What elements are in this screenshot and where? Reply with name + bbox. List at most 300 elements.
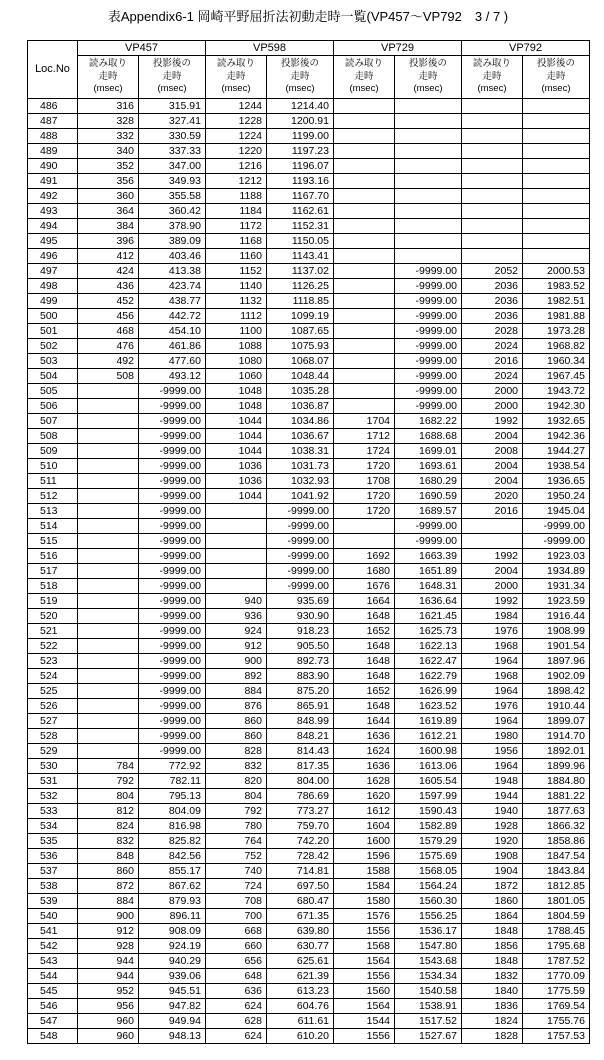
vp598-read-time-cell: 1224	[206, 129, 267, 144]
vp598-read-time-cell	[206, 579, 267, 594]
vp457-read-time-cell: 884	[78, 894, 139, 909]
vp729-read-time-cell: 1544	[334, 1014, 395, 1029]
vp457-read-time-cell: 364	[78, 204, 139, 219]
vp729-read-time-cell: 1556	[334, 1029, 395, 1044]
vp598-read-time-cell: 636	[206, 984, 267, 999]
vp598-read-time-cell: 752	[206, 849, 267, 864]
table-row	[28, 759, 590, 774]
vp457-projected-time-cell: 855.17	[139, 864, 206, 879]
vp457-projected-time-cell: 378.90	[139, 219, 206, 234]
table-row	[28, 459, 590, 474]
vp457-projected-time-cell: 940.29	[139, 954, 206, 969]
vp729-projected-time-cell	[395, 204, 462, 219]
vp729-projected-time-cell	[395, 114, 462, 129]
vp598-read-time-cell: 1152	[206, 264, 267, 279]
vp792-read-time-cell	[462, 519, 523, 534]
vp457-projected-time-cell: 896.11	[139, 909, 206, 924]
loc-no-cell: 542	[28, 939, 78, 954]
vp792-read-time-cell: 1964	[462, 714, 523, 729]
vp598-read-time-cell: 884	[206, 684, 267, 699]
vp729-read-time-cell	[334, 279, 395, 294]
vp729-read-time-cell: 1720	[334, 459, 395, 474]
vp598-projected-time-cell: 1126.25	[267, 279, 334, 294]
loc-no-cell: 544	[28, 969, 78, 984]
vp598-projected-time-cell: 1036.87	[267, 399, 334, 414]
vp792-read-time-cell: 1980	[462, 729, 523, 744]
vp792-projected-time-cell: 1908.99	[523, 624, 590, 639]
table-row	[28, 279, 590, 294]
table-row	[28, 489, 590, 504]
vp598-read-time-cell: 1044	[206, 414, 267, 429]
vp792-projected-time-cell: 1983.52	[523, 279, 590, 294]
table-row	[28, 924, 590, 939]
table-row	[28, 879, 590, 894]
vp729-projected-time-cell: 1690.59	[395, 489, 462, 504]
table-row	[28, 114, 590, 129]
vp792-read-time-cell: 2036	[462, 279, 523, 294]
vp598-read-time-cell: 1168	[206, 234, 267, 249]
vp729-projected-time-cell: 1663.39	[395, 549, 462, 564]
table-row	[28, 159, 590, 174]
vp792-read-time-cell: 1904	[462, 864, 523, 879]
table-row	[28, 429, 590, 444]
header-line: 投影後の	[408, 58, 447, 70]
vp457-read-time-cell	[78, 744, 139, 759]
vp792-read-time-cell: 2028	[462, 324, 523, 339]
vp792-read-time-cell: 2024	[462, 369, 523, 384]
vp729-projected-time-cell: 1689.57	[395, 504, 462, 519]
vp457-projected-time-cell: -9999.00	[139, 399, 206, 414]
vp792-projected-time-cell: 1934.89	[523, 564, 590, 579]
vp457-read-time-cell: 960	[78, 1014, 139, 1029]
vp729-projected-time-cell: 1651.89	[395, 564, 462, 579]
vp457-projected-time-cell: -9999.00	[139, 534, 206, 549]
vp457-projected-time-cell: -9999.00	[139, 579, 206, 594]
vp598-projected-time-cell: 1150.05	[267, 234, 334, 249]
vp729-projected-time-cell: -9999.00	[395, 264, 462, 279]
loc-no-cell: 493	[28, 204, 78, 219]
vp729-projected-time-cell: -9999.00	[395, 399, 462, 414]
vp792-read-time-cell: 1872	[462, 879, 523, 894]
vp457-read-time-cell: 872	[78, 879, 139, 894]
vp598-read-time-cell: 804	[206, 789, 267, 804]
vp792-read-time-cell: 1956	[462, 744, 523, 759]
vp457-read-time-cell	[78, 444, 139, 459]
vp729-read-time-cell: 1576	[334, 909, 395, 924]
vp729-read-time-cell: 1556	[334, 969, 395, 984]
table-row	[28, 204, 590, 219]
vp729-read-time-cell	[334, 294, 395, 309]
vp729-projected-time-cell	[395, 219, 462, 234]
vp598-projected-time-cell: 613.23	[267, 984, 334, 999]
vp457-projected-time-cell: -9999.00	[139, 639, 206, 654]
vp792-read-time-cell	[462, 189, 523, 204]
vp729-projected-time-cell: 1538.91	[395, 999, 462, 1014]
vp457-projected-time-cell: -9999.00	[139, 699, 206, 714]
vp598-read-time-cell: 1044	[206, 429, 267, 444]
header-line: 走時	[354, 70, 374, 82]
vp792-projected-time-cell: 1858.86	[523, 834, 590, 849]
vp598-projected-time-cell: -9999.00	[267, 549, 334, 564]
vp457-projected-time-cell: 413.38	[139, 264, 206, 279]
vp729-projected-time-cell: 1590.43	[395, 804, 462, 819]
vp457-read-time-cell: 960	[78, 1029, 139, 1044]
vp598-projected-time-cell: 1152.31	[267, 219, 334, 234]
vp598-projected-time-cell: -9999.00	[267, 564, 334, 579]
vp729-projected-time-cell	[395, 174, 462, 189]
vp598-projected-time-cell: 1041.92	[267, 489, 334, 504]
vp457-read-time-cell	[78, 504, 139, 519]
table-row	[28, 534, 590, 549]
vp457-read-time-cell: 860	[78, 864, 139, 879]
vp792-read-time-cell: 2004	[462, 459, 523, 474]
vp729-read-time-cell: 1560	[334, 984, 395, 999]
vp729-projected-time-cell: 1682.22	[395, 414, 462, 429]
vp598-read-time-cell: 832	[206, 759, 267, 774]
vp729-projected-time-cell: 1582.89	[395, 819, 462, 834]
vp792-read-time-cell: 1992	[462, 594, 523, 609]
vp598-read-time-cell: 1220	[206, 144, 267, 159]
vp729-projected-time-cell: 1613.06	[395, 759, 462, 774]
loc-no-cell: 531	[28, 774, 78, 789]
header-line: 走時	[546, 70, 566, 82]
table-row	[28, 369, 590, 384]
vp729-projected-time-cell: -9999.00	[395, 339, 462, 354]
vp598-read-time-cell: 1132	[206, 294, 267, 309]
table-row	[28, 339, 590, 354]
vp729-projected-time-cell: 1648.31	[395, 579, 462, 594]
vp729-read-time-cell: 1648	[334, 639, 395, 654]
vp792-projected-time-cell: 1804.59	[523, 909, 590, 924]
vp457-projected-time-cell: 948.13	[139, 1029, 206, 1044]
vp729-projected-time-cell: 1621.45	[395, 609, 462, 624]
vp457-projected-time-cell: 330.59	[139, 129, 206, 144]
vp729-read-time-cell: 1712	[334, 429, 395, 444]
vp792-projected-time-cell	[523, 204, 590, 219]
vp457-projected-time-cell: -9999.00	[139, 714, 206, 729]
vp792-projected-time-cell: 1943.72	[523, 384, 590, 399]
vp457-projected-time-cell: 461.86	[139, 339, 206, 354]
vp457-read-time-cell	[78, 534, 139, 549]
vp792-projected-time-cell: 1923.03	[523, 549, 590, 564]
vp729-read-time-cell	[334, 519, 395, 534]
vp457-read-time-cell	[78, 714, 139, 729]
vp457-read-time-cell: 792	[78, 774, 139, 789]
vp598-read-time-cell: 860	[206, 714, 267, 729]
loc-no-cell: 509	[28, 444, 78, 459]
vp729-read-time-cell: 1648	[334, 669, 395, 684]
table-row	[28, 639, 590, 654]
vp457-projected-time-cell: -9999.00	[139, 459, 206, 474]
vp598-read-time-cell: 764	[206, 834, 267, 849]
table-row	[28, 954, 590, 969]
vp598-projected-time-cell: 875.20	[267, 684, 334, 699]
vp792-read-time-cell: 1828	[462, 1029, 523, 1044]
loc-no-cell: 500	[28, 309, 78, 324]
vp729-read-time-cell	[334, 534, 395, 549]
vp598-projected-time-cell: 1137.02	[267, 264, 334, 279]
vp792-projected-time-cell	[523, 114, 590, 129]
vp729-read-time-cell: 1680	[334, 564, 395, 579]
vp598-projected-time-cell: 671.35	[267, 909, 334, 924]
vp729-projected-time-cell: 1564.24	[395, 879, 462, 894]
vp729-read-time-cell: 1704	[334, 414, 395, 429]
vp457-read-time-cell: 912	[78, 924, 139, 939]
table-row	[28, 804, 590, 819]
vp729-read-time-cell	[334, 204, 395, 219]
header-line: (msec)	[413, 83, 443, 95]
table-row	[28, 564, 590, 579]
vp598-projected-time-cell: 1200.91	[267, 114, 334, 129]
vp729-read-time-cell	[334, 384, 395, 399]
vp598-read-time-cell: 1228	[206, 114, 267, 129]
vp792-read-time-cell: 1992	[462, 414, 523, 429]
vp729-read-time-cell: 1720	[334, 489, 395, 504]
loc-no-cell: 515	[28, 534, 78, 549]
vp457-projected-time-cell: 403.46	[139, 249, 206, 264]
vp792-header: VP792	[462, 41, 590, 56]
vp729-projected-time-cell: -9999.00	[395, 384, 462, 399]
vp598-read-time-cell: 780	[206, 819, 267, 834]
vp598-projected-time-cell: 625.61	[267, 954, 334, 969]
vp457-read-time-cell: 352	[78, 159, 139, 174]
vp457-read-time-cell	[78, 399, 139, 414]
vp792-projected-time-cell: 1769.54	[523, 999, 590, 1014]
vp457-projected-time-cell: 315.91	[139, 99, 206, 114]
vp792-projected-time-cell: 1938.54	[523, 459, 590, 474]
vp598-read-time-cell: 820	[206, 774, 267, 789]
vp792-read-time-cell: 1864	[462, 909, 523, 924]
vp457-projected-time-cell: -9999.00	[139, 384, 206, 399]
vp598-read-time-cell	[206, 549, 267, 564]
vp792-projected-time-cell: 1931.34	[523, 579, 590, 594]
vp457-read-time-cell: 360	[78, 189, 139, 204]
vp457-projected-time-cell: 804.09	[139, 804, 206, 819]
vp729-projected-time-cell: -9999.00	[395, 369, 462, 384]
vp792-read-time-cell: 1948	[462, 774, 523, 789]
vp598-projected-time-cell: 1143.41	[267, 249, 334, 264]
vp792-read-time-cell: 2024	[462, 339, 523, 354]
vp457-projected-time-cell: -9999.00	[139, 504, 206, 519]
table-row	[28, 414, 590, 429]
table-row	[28, 654, 590, 669]
loc-no-cell: 511	[28, 474, 78, 489]
vp598-read-time-cell: 940	[206, 594, 267, 609]
vp729-projected-time-cell: 1688.68	[395, 429, 462, 444]
vp598-read-time-cell: 700	[206, 909, 267, 924]
vp729-projected-time-cell: 1568.05	[395, 864, 462, 879]
header-line: (msec)	[93, 83, 123, 95]
loc-no-cell: 496	[28, 249, 78, 264]
vp729-projected-time-cell: 1693.61	[395, 459, 462, 474]
vp792-projected-time-cell: 1788.45	[523, 924, 590, 939]
vp792-read-time-cell	[462, 219, 523, 234]
vp457-projected-time-cell: 842.56	[139, 849, 206, 864]
vp792-projected-time-cell: 1942.36	[523, 429, 590, 444]
vp598-read-time-cell: 828	[206, 744, 267, 759]
vp457-projected-time-cell: 924.19	[139, 939, 206, 954]
vp598-read-time-cell: 648	[206, 969, 267, 984]
vp729-read-time-cell	[334, 189, 395, 204]
table-row	[28, 234, 590, 249]
header-line: 走時	[290, 70, 310, 82]
vp457-read-time-cell	[78, 489, 139, 504]
vp457-projected-time-cell: 949.94	[139, 1014, 206, 1029]
table-row	[28, 594, 590, 609]
loc-no-cell: 494	[28, 219, 78, 234]
loc-no-cell: 541	[28, 924, 78, 939]
vp729-read-time-cell: 1580	[334, 894, 395, 909]
loc-no-cell: 489	[28, 144, 78, 159]
vp792-projected-time-cell: 1901.54	[523, 639, 590, 654]
vp729-projected-time-cell: 1579.29	[395, 834, 462, 849]
vp457-projected-time-cell: -9999.00	[139, 669, 206, 684]
vp598-projected-time-cell: -9999.00	[267, 579, 334, 594]
loc-no-cell: 505	[28, 384, 78, 399]
vp792-read-time-cell	[462, 159, 523, 174]
vp457-read-time-cell: 412	[78, 249, 139, 264]
table-row	[28, 189, 590, 204]
vp457-read-time-cell: 384	[78, 219, 139, 234]
table-row	[28, 294, 590, 309]
vp598-projected-time-cell: 1038.31	[267, 444, 334, 459]
vp598-read-time-cell: 792	[206, 804, 267, 819]
loc-no-cell: 487	[28, 114, 78, 129]
vp729-projected-time-cell: 1575.69	[395, 849, 462, 864]
vp729-read-time-cell: 1644	[334, 714, 395, 729]
vp792-read-time-cell	[462, 99, 523, 114]
vp598-projected-time-cell: 1162.61	[267, 204, 334, 219]
loc-no-cell: 498	[28, 279, 78, 294]
vp729-projected-time-cell: -9999.00	[395, 294, 462, 309]
page-title: 表Appendix6-1 岡崎平野屈折法初動走時一覧(VP457～VP792 3 / 7 )	[107, 9, 509, 24]
vp598-projected-time-header	[267, 56, 334, 99]
vp598-read-time-cell: 1036	[206, 459, 267, 474]
table-row	[28, 264, 590, 279]
vp457-read-time-cell: 944	[78, 969, 139, 984]
vp457-projected-time-cell: 360.42	[139, 204, 206, 219]
vp729-projected-time-cell: 1527.67	[395, 1029, 462, 1044]
vp457-read-time-cell	[78, 639, 139, 654]
header-line: (msec)	[349, 83, 379, 95]
table-row	[28, 849, 590, 864]
vp598-read-time-cell: 1244	[206, 99, 267, 114]
vp792-read-time-cell: 2016	[462, 504, 523, 519]
vp792-read-time-cell	[462, 114, 523, 129]
vp792-projected-time-cell	[523, 219, 590, 234]
vp792-read-time-cell	[462, 534, 523, 549]
vp729-projected-time-cell: -9999.00	[395, 354, 462, 369]
vp729-read-time-cell: 1708	[334, 474, 395, 489]
vp729-read-time-cell: 1584	[334, 879, 395, 894]
vp457-projected-time-cell: -9999.00	[139, 444, 206, 459]
vp598-projected-time-cell: 639.80	[267, 924, 334, 939]
vp729-read-time-cell	[334, 219, 395, 234]
vp792-projected-time-cell: 1932.65	[523, 414, 590, 429]
vp792-read-time-cell	[462, 204, 523, 219]
vp729-projected-time-cell: 1680.29	[395, 474, 462, 489]
vp729-projected-time-cell	[395, 144, 462, 159]
vp792-projected-time-cell: 1968.82	[523, 339, 590, 354]
vp792-projected-time-cell: 1755.76	[523, 1014, 590, 1029]
loc-no-cell: 517	[28, 564, 78, 579]
vp729-read-time-cell: 1664	[334, 594, 395, 609]
vp457-read-time-cell: 492	[78, 354, 139, 369]
vp729-projected-time-cell: 1543.68	[395, 954, 462, 969]
vp598-projected-time-cell: 714.81	[267, 864, 334, 879]
vp792-projected-time-cell	[523, 234, 590, 249]
vp598-projected-time-cell: 1214.40	[267, 99, 334, 114]
vp792-read-time-cell: 1968	[462, 669, 523, 684]
vp598-read-time-cell: 1044	[206, 444, 267, 459]
vp598-projected-time-cell: 621.39	[267, 969, 334, 984]
vp457-projected-time-cell: 347.00	[139, 159, 206, 174]
vp792-projected-time-cell: 1950.24	[523, 489, 590, 504]
vp457-projected-time-cell: 795.13	[139, 789, 206, 804]
vp792-read-time-cell: 1824	[462, 1014, 523, 1029]
vp598-read-time-cell: 1080	[206, 354, 267, 369]
vp729-projected-time-cell: 1619.89	[395, 714, 462, 729]
vp792-projected-time-cell: 1812.85	[523, 879, 590, 894]
vp598-read-time-header	[206, 56, 267, 99]
vp598-projected-time-cell: 604.76	[267, 999, 334, 1014]
header-line: 走時	[418, 70, 438, 82]
loc-no-cell: 523	[28, 654, 78, 669]
loc-no-cell: 547	[28, 1014, 78, 1029]
vp792-read-time-cell: 2036	[462, 294, 523, 309]
vp792-projected-time-cell: 1967.45	[523, 369, 590, 384]
table-row	[28, 1029, 590, 1044]
vp457-projected-time-cell: 782.11	[139, 774, 206, 789]
vp792-read-time-cell: 1856	[462, 939, 523, 954]
vp457-projected-time-cell: -9999.00	[139, 489, 206, 504]
vp729-read-time-cell: 1692	[334, 549, 395, 564]
vp598-read-time-cell: 1060	[206, 369, 267, 384]
loc-no-cell: 546	[28, 999, 78, 1014]
vp598-projected-time-cell: 848.21	[267, 729, 334, 744]
vp598-projected-time-cell: 759.70	[267, 819, 334, 834]
vp457-read-time-cell: 340	[78, 144, 139, 159]
vp729-read-time-cell	[334, 159, 395, 174]
vp598-read-time-cell: 1112	[206, 309, 267, 324]
vp729-read-time-cell: 1636	[334, 729, 395, 744]
vp792-read-time-cell: 1964	[462, 759, 523, 774]
vp457-projected-time-cell: 349.93	[139, 174, 206, 189]
vp598-read-time-cell	[206, 564, 267, 579]
vp792-projected-time-cell	[523, 144, 590, 159]
vp792-projected-time-cell: 1916.44	[523, 609, 590, 624]
loc-no-cell: 519	[28, 594, 78, 609]
loc-no-cell: 503	[28, 354, 78, 369]
vp457-projected-time-cell: 477.60	[139, 354, 206, 369]
vp598-read-time-cell: 1212	[206, 174, 267, 189]
loc-no-cell: 518	[28, 579, 78, 594]
vp598-read-time-cell: 724	[206, 879, 267, 894]
vp598-read-time-cell: 860	[206, 729, 267, 744]
header-line: 読み取り	[472, 58, 511, 70]
vp457-read-time-cell	[78, 474, 139, 489]
vp598-read-time-cell: 1100	[206, 324, 267, 339]
vp457-read-time-cell: 952	[78, 984, 139, 999]
vp457-projected-time-cell: -9999.00	[139, 744, 206, 759]
vp457-read-time-cell	[78, 459, 139, 474]
vp598-projected-time-cell: 1196.07	[267, 159, 334, 174]
vp457-projected-time-cell: 355.58	[139, 189, 206, 204]
vp792-projected-time-cell: 1902.09	[523, 669, 590, 684]
vp457-projected-time-cell: 825.82	[139, 834, 206, 849]
table-row	[28, 504, 590, 519]
vp792-projected-time-cell: 1801.05	[523, 894, 590, 909]
